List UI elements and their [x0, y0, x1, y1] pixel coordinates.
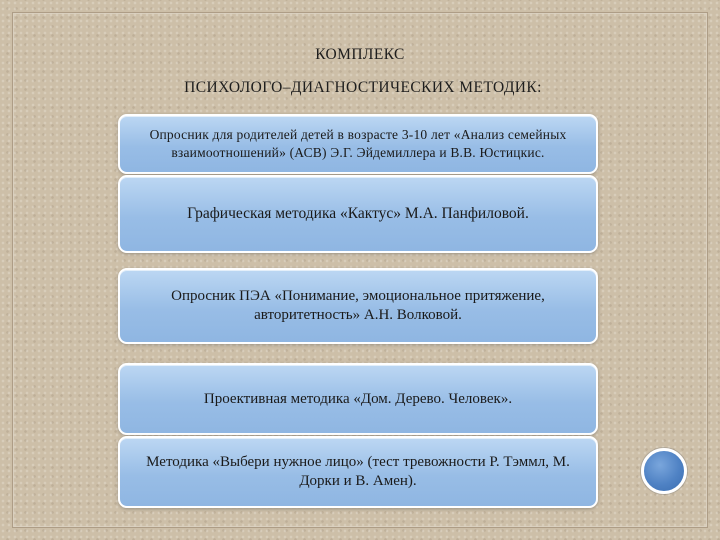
method-box-house-tree-person — [118, 363, 598, 435]
decorative-circle-icon — [641, 448, 687, 494]
method-box-choose-face — [118, 436, 598, 508]
method-text-asv: Опросник для родителей детей в возрасте 3-10 лет «Анализ семейных взаимоотношений» (АСВ) Э.Г. Эйдемиллера и В.В. Юстицкис. — [149, 127, 567, 160]
method-text-house-tree-person: Проективная методика «Дом. Дерево. Человек». — [203, 390, 513, 407]
slide-title — [0, 38, 720, 104]
method-box-cactus — [118, 175, 598, 253]
method-box-pea — [118, 268, 598, 344]
slide-title-line-1: КОМПЛЕКС — [315, 46, 405, 63]
method-text-pea: Опросник ПЭА «Понимание, эмоциональное притяжение, авторитетность» А.Н. Волковой. — [171, 288, 545, 323]
method-text-cactus: Графическая методика «Кактус» М.А. Панфиловой. — [187, 205, 529, 222]
method-text-choose-face: Методика «Выбери нужное лицо» (тест тревожности Р. Тэммл, М. Дорки и В. Амен). — [146, 454, 570, 489]
slide-title-line-2: ПСИХОЛОГО–ДИАГНОСТИЧЕСКИХ МЕТОДИК: — [184, 79, 542, 96]
method-box-asv — [118, 114, 598, 174]
